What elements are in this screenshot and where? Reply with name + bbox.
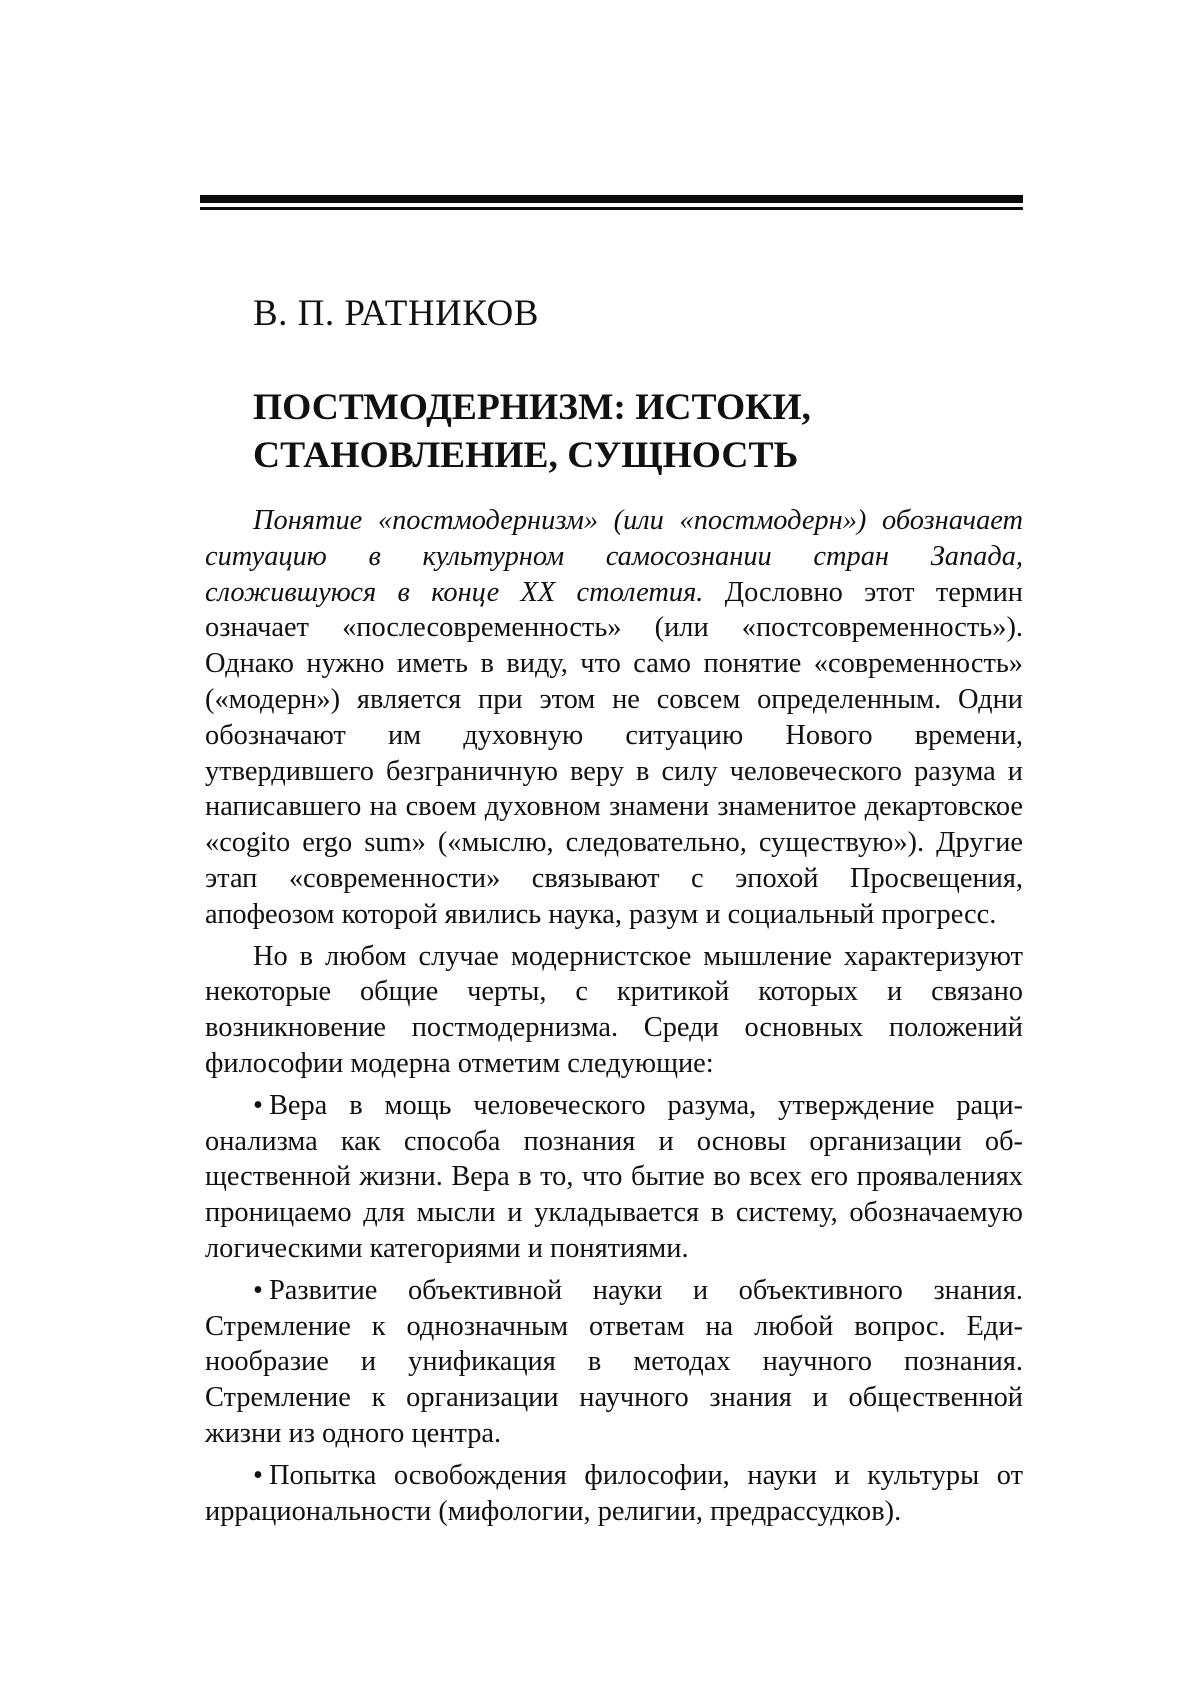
bullet-icon: • — [253, 1459, 263, 1491]
header-rule-thick — [200, 195, 1023, 203]
bullet-text: Вера в мощь человеческого разума, утверждение рационализма как способа познания и основы организации общественной жизни. Вера в то, что бытие во всех его проявалениях проницаемо для мысли и укладывается в систему, обозначаемую логическими категориями и понятиями. — [205, 1089, 1023, 1264]
title-line: ПОСТМОДЕРНИЗМ: ИСТОКИ, — [253, 387, 811, 428]
title-line: СТАНОВЛЕНИЕ, СУЩНОСТЬ — [253, 435, 799, 476]
bullet-item — [205, 1273, 1023, 1452]
bullet-item — [205, 1088, 1023, 1267]
author-name: В. П. РАТНИКОВ — [253, 293, 539, 334]
article-body — [205, 503, 1023, 1529]
article-title — [253, 384, 1033, 480]
bullet-item — [205, 1458, 1023, 1530]
bullet-icon: • — [253, 1089, 263, 1121]
bullet-text: Попытка освобождения философии, науки и культуры от иррациональности (мифологии, религии, предрассудков). — [205, 1459, 1023, 1527]
intro-text: Дословно этот термин означает «послесовременность» (или «постсовременность»). Однако нужно иметь в виду, что само понятие «современность» («модерн») является при этом не совсем определенным. Одни обозначают им духовную ситуацию Нового времени, утвердившего безграничную веру в силу человеческого разума и написавшего на своем духовном знамени знаменитое декартовское «cogito ergo sum» («мыслю, следовательно, существую»). Другие этап «современности» связывают с эпохой Просвещения, апофеозом которой явились наука, разум и социальный прогресс. — [205, 576, 1023, 930]
intro-italic-lead: Понятие «постмодернизм» (или «постмодерн») обозначает ситуацию в культурном самосознании стран Запада, сложившуюся в конце XX столетия. — [205, 505, 1023, 608]
bullet-text: Развитие объективной науки и объективного знания. Стремление к однозначным ответам на любой вопрос. Единообразие и унификация в методах научного познания. Стремление к организации научного знания и общественной жизни из одного центра. — [205, 1274, 1023, 1449]
paragraph-modernism-features: Но в любом случае модернистское мышление характеризуют некоторые общие черты, с критикой которых и связано возникновение постмодернизма. Среди основных положений философии модерна отметим следующие: — [205, 940, 1023, 1079]
bullet-icon: • — [253, 1274, 263, 1306]
paragraph-intro — [205, 503, 1023, 933]
header-rule-thin — [200, 207, 1023, 210]
